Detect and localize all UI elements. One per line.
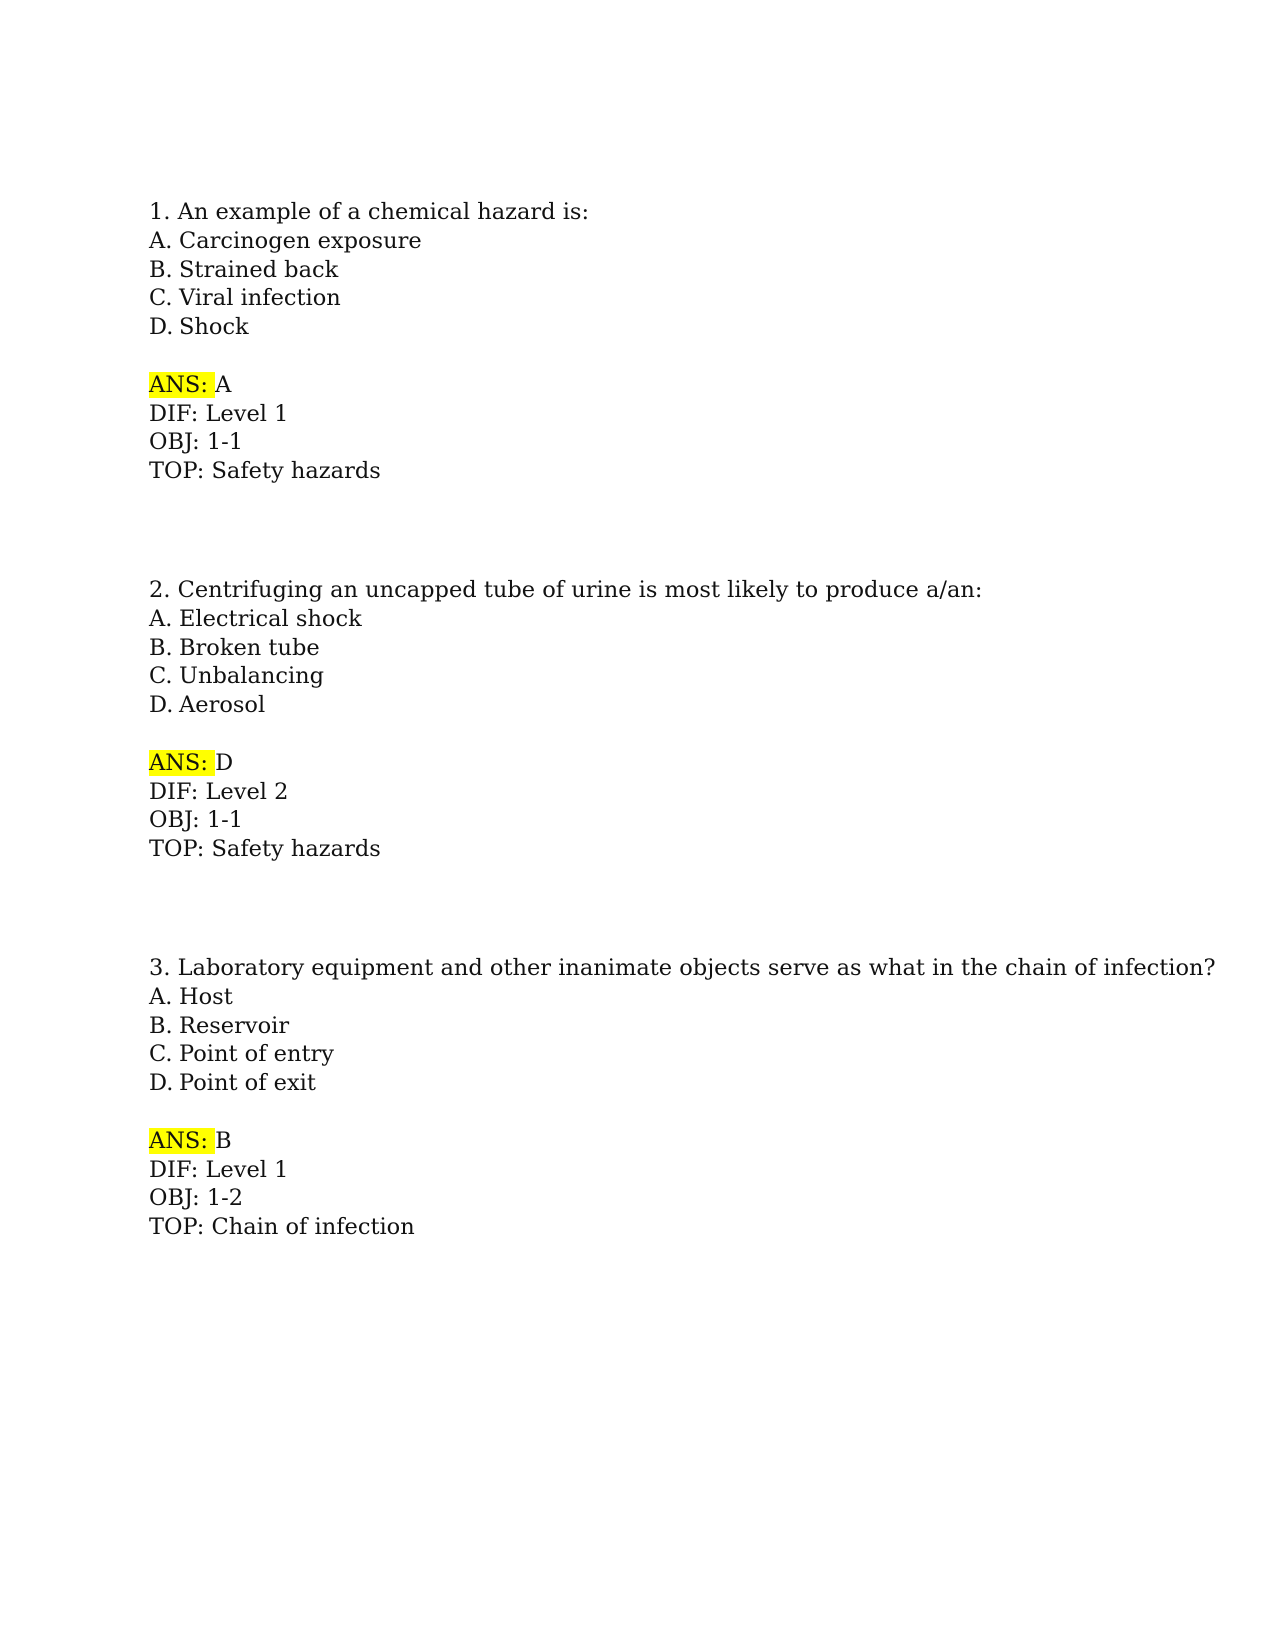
question-stem: 2. Centrifuging an uncapped tube of urine is most likely to produce a/an: — [149, 577, 983, 603]
option-a — [149, 227, 1229, 256]
topic-line: TOP: Chain of infection — [149, 1214, 415, 1241]
topic-line: TOP: Safety hazards — [149, 458, 381, 485]
question-block — [149, 576, 1229, 864]
option-text: Electrical shock — [179, 605, 362, 632]
option-text: Host — [179, 983, 233, 1010]
option-d — [149, 313, 1229, 342]
difficulty-line: DIF: Level 1 — [149, 400, 289, 427]
objective-line: OBJ: 1-1 — [149, 807, 244, 834]
answer-label: ANS: — [149, 1127, 216, 1154]
answer-line — [149, 1127, 1229, 1156]
option-b — [149, 634, 1229, 663]
option-c — [149, 1040, 1229, 1069]
option-letter: C. — [149, 285, 173, 312]
option-c — [149, 284, 1229, 313]
answer-value: A — [215, 371, 232, 398]
question-stem: 3. Laboratory equipment and other inanimate objects serve as what in the chain of infection? — [149, 955, 1216, 981]
option-letter: B. — [149, 634, 173, 661]
answer-value: B — [215, 1127, 232, 1154]
option-b — [149, 256, 1229, 285]
option-text: Point of entry — [179, 1041, 334, 1068]
option-text: Broken tube — [179, 634, 320, 661]
spacer — [149, 1098, 1229, 1127]
difficulty-line: DIF: Level 2 — [149, 778, 289, 805]
answer-label: ANS: — [149, 749, 216, 776]
option-letter: B. — [149, 256, 173, 283]
option-text: Carcinogen exposure — [179, 227, 422, 254]
option-letter: D. — [149, 692, 174, 719]
option-letter: D. — [149, 1070, 174, 1097]
option-letter: D. — [149, 314, 174, 341]
question-block — [149, 198, 1229, 486]
answer-line — [149, 371, 1229, 400]
option-d — [149, 1069, 1229, 1098]
difficulty-line: DIF: Level 1 — [149, 1156, 289, 1183]
option-letter: A. — [149, 983, 173, 1010]
objective-line: OBJ: 1-1 — [149, 429, 244, 456]
option-c — [149, 662, 1229, 691]
option-letter: C. — [149, 1041, 173, 1068]
option-text: Shock — [179, 314, 249, 341]
option-a — [149, 983, 1229, 1012]
option-text: Reservoir — [179, 1012, 290, 1039]
option-letter: A. — [149, 605, 173, 632]
question-stem: 1. An example of a chemical hazard is: — [149, 199, 590, 225]
option-letter: B. — [149, 1012, 173, 1039]
option-text: Point of exit — [179, 1070, 316, 1097]
option-text: Unbalancing — [179, 663, 325, 690]
objective-line: OBJ: 1-2 — [149, 1185, 244, 1212]
question-block — [149, 954, 1229, 1242]
topic-line: TOP: Safety hazards — [149, 836, 381, 863]
option-d — [149, 691, 1229, 720]
option-letter: C. — [149, 663, 173, 690]
option-letter: A. — [149, 227, 173, 254]
spacer — [149, 720, 1229, 749]
answer-value: D — [215, 749, 234, 776]
option-text: Viral infection — [179, 285, 341, 312]
answer-label: ANS: — [149, 371, 216, 398]
option-a — [149, 605, 1229, 634]
option-text: Aerosol — [179, 692, 266, 719]
option-b — [149, 1012, 1229, 1041]
answer-line — [149, 749, 1229, 778]
option-text: Strained back — [179, 256, 339, 283]
spacer — [149, 342, 1229, 371]
